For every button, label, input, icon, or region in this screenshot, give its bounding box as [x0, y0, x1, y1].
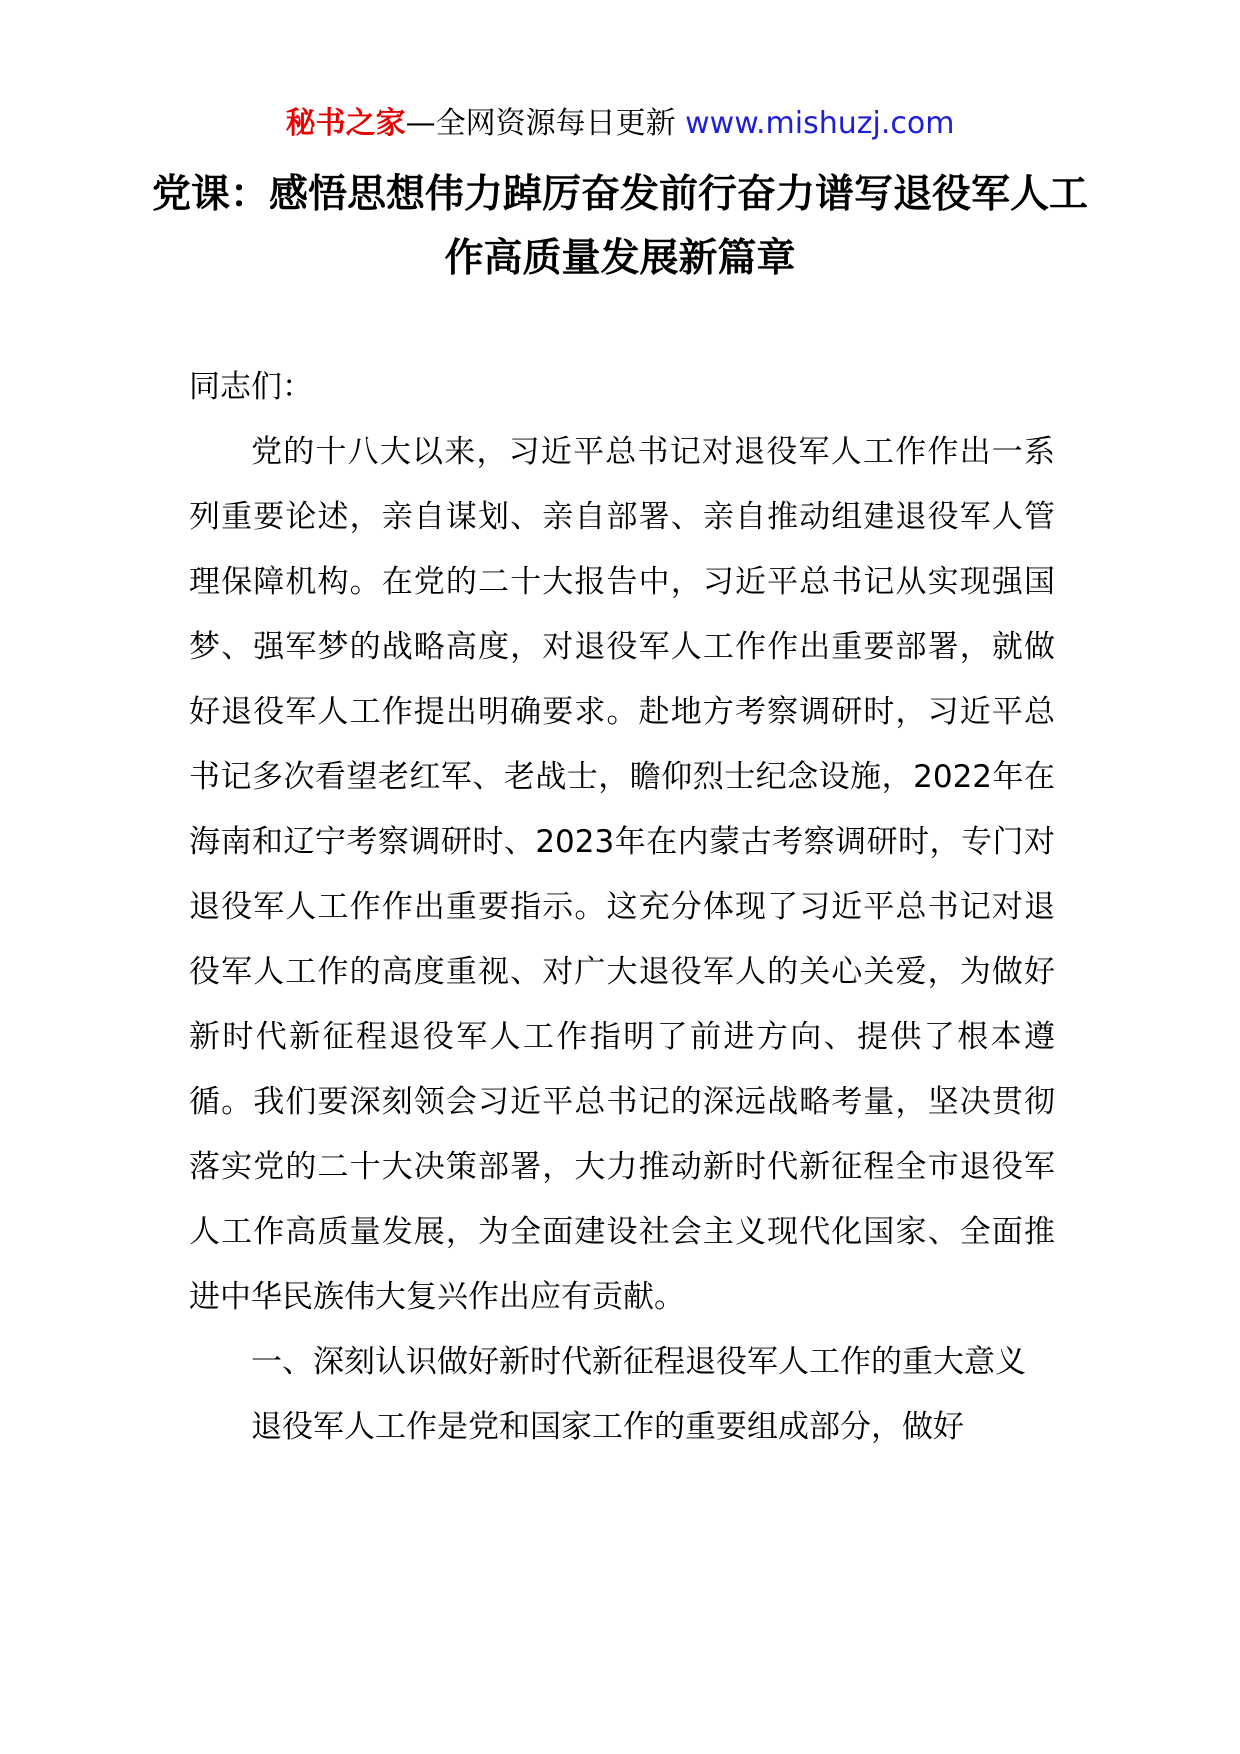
site-header: [0, 100, 1240, 148]
salutation: 同志们：: [189, 369, 313, 405]
site-url-link[interactable]: www.mishuzj.com: [685, 106, 955, 141]
paragraph-section-1: 退役军人工作是党和国家工作的重要组成部分，做好: [251, 1409, 964, 1445]
header-slogan: —全网资源每日更新: [405, 106, 676, 141]
document-title: 党课：感悟思想伟力踔厉奋发前行奋力谱写退役军人工作高质量发展新篇章: [151, 172, 1088, 281]
brand-name: 秘书之家: [285, 106, 406, 141]
paragraph-intro: 党的十八大以来，习近平总书记对退役军人工作作出一系列重要论述，亲自谋划、亲自部署、亲自推动组建退役军人管理保障机构。在党的二十大报告中，习近平总书记从实现强国梦、强军梦的战略高度，对退役军人工作作出重要部署，就做好退役军人工作提出明确要求。赴地方考察调研时，习近平总书记多次看望老红军、老战士，瞻仰烈士纪念设施，2022年在海南和辽宁考察调研时、2023年在内蒙古考察调研时，专门对退役军人工作作出重要指示。这充分体现了习近平总书记对退役军人工作的高度重视、对广大退役军人的关心关爱，为做好新时代新征程退役军人工作指明了前进方向、提供了根本遵循。我们要深刻领会习近平总书记的深远战略考量，坚决贯彻落实党的二十大决策部署，大力推动新时代新征程全市退役军人工作高质量发展，为全面建设社会主义现代化国家、全面推进中华民族伟大复兴作出应有贡献。: [189, 434, 1055, 1315]
section-heading-1: 一、深刻认识做好新时代新征程退役军人工作的重大意义: [251, 1344, 1026, 1380]
document-body: [189, 355, 1055, 1460]
